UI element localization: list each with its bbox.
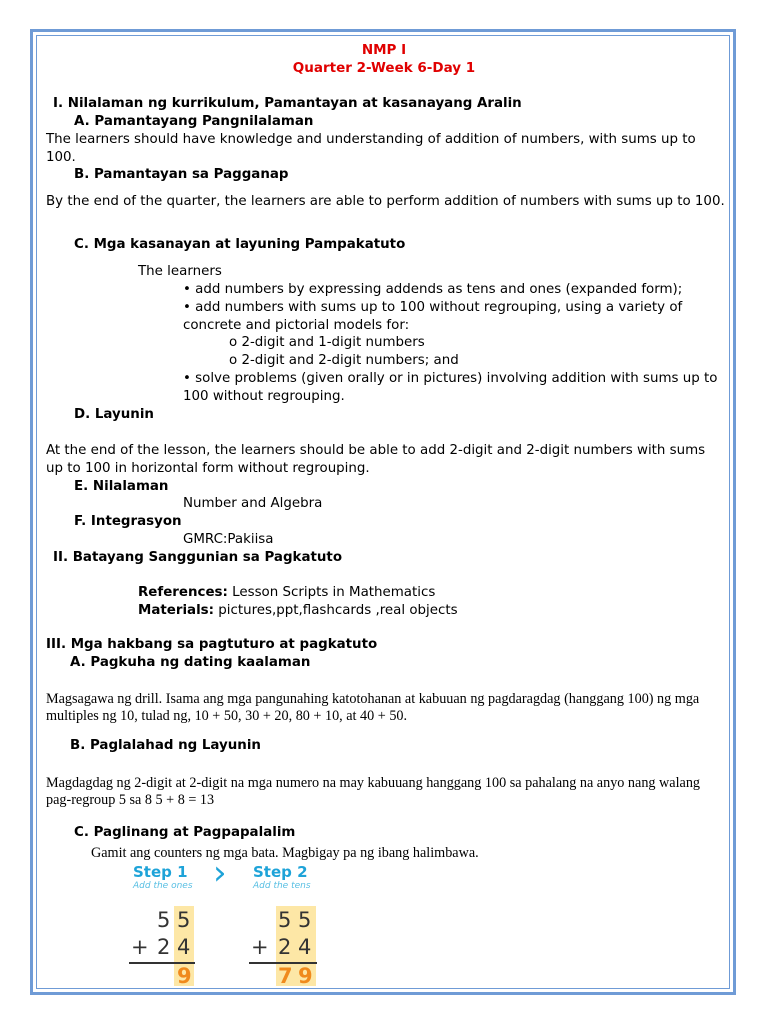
- section1-b-heading: B. Pamantayan sa Pagganap: [74, 167, 289, 182]
- step2-title: Step 2: [253, 863, 308, 881]
- section3-c-text: Gamit ang counters ng mga bata. Magbigay pa ng ibang halimbawa.: [91, 845, 479, 861]
- section1-e-text: Number and Algebra: [183, 496, 323, 511]
- section1-d-heading: D. Layunin: [74, 407, 154, 422]
- section1-f-text: GMRC:Pakiisa: [183, 532, 274, 547]
- step1-top-ones: 5: [177, 908, 191, 932]
- section1-heading: I. Nilalaman ng kurrikulum, Pamantayan at kasanayang Aralin: [53, 96, 522, 111]
- step1-subtitle: Add the ones: [133, 881, 193, 891]
- section2-heading: II. Batayang Sanggunian sa Pagkatuto: [53, 550, 343, 565]
- step2-plus-sign: +: [251, 935, 269, 959]
- references-label: References:: [138, 585, 228, 600]
- section3-c-heading: C. Paglinang at Pagpapalalim: [74, 825, 296, 840]
- section3-b-text: Magdagdag ng 2-digit at 2-digit na mga numero na may kabuuang hanggang 100 sa pahalang na anyo nang walang pag-regroup 5 sa 8 5 + 8 = 13: [46, 775, 701, 808]
- section1-c-bullet3: • solve problems (given orally or in pictures) involving addition with sums up to 100 without regrouping.: [183, 371, 718, 404]
- section1-b-text: By the end of the quarter, the learners are able to perform addition of numbers with sums up to 100.: [46, 194, 725, 209]
- section1-c-bullet1: • add numbers by expressing addends as tens and ones (expanded form);: [183, 282, 683, 297]
- section3-a-text: Magsagawa ng drill. Isama ang mga pangunahing katotohanan at kabuuan ng pagdaragdag (hanggang 100) ng mga multiples ng 10, tulad ng, 10 + 50, 30 + 20, 80 + 10, at 40 + 50.: [46, 691, 700, 724]
- section3-b-heading: B. Paglalahad ng Layunin: [70, 738, 261, 753]
- section1-e-heading: E. Nilalaman: [74, 479, 169, 494]
- step2-top-ones: 5: [298, 908, 312, 932]
- section1-c-bullet2: • add numbers with sums up to 100 without regrouping, using a variety of concrete and pictorial models for:: [183, 300, 683, 333]
- step1-plus-sign: +: [131, 935, 149, 959]
- header-line1: NMP I: [361, 42, 407, 58]
- step1-top-tens: 5: [157, 908, 171, 932]
- section1-d-text: At the end of the lesson, the learners should be able to add 2-digit and 2-digit numbers with sums up to 100 in horizontal form without regrouping.: [46, 443, 706, 476]
- references-line: [138, 584, 435, 602]
- section3-heading: III. Mga hakbang sa pagtuturo at pagkatuto: [46, 637, 378, 652]
- arrow-right-icon: ›: [213, 853, 227, 893]
- section1-c-heading: C. Mga kasanayan at layuning Pampakatuto: [74, 237, 406, 252]
- step1-result-ones: 9: [177, 964, 192, 988]
- section1-c-sub2: o 2-digit and 2-digit numbers; and: [229, 353, 459, 368]
- materials-text: pictures,ppt,flashcards ,real objects: [214, 603, 458, 618]
- step2-result-tens: 7: [278, 964, 293, 988]
- references-text: Lesson Scripts in Mathematics: [227, 585, 436, 600]
- header-line2: Quarter 2-Week 6-Day 1: [292, 60, 476, 76]
- addition-steps-figure: [127, 853, 341, 988]
- section3-a-heading: A. Pagkuha ng dating kaalaman: [70, 655, 311, 670]
- section1-f-heading: F. Integrasyon: [74, 514, 182, 529]
- step1-bottom-ones: 4: [177, 935, 191, 959]
- materials-line: [138, 602, 458, 620]
- step2-result-ones: 9: [298, 964, 313, 988]
- section1-c-sub1: o 2-digit and 1-digit numbers: [229, 335, 425, 350]
- step2-subtitle: Add the tens: [253, 881, 311, 891]
- step1-title: Step 1: [133, 863, 188, 881]
- step1-bottom-tens: 2: [157, 935, 171, 959]
- section1-a-heading: A. Pamantayang Pangnilalaman: [74, 114, 314, 129]
- step2-bottom-ones: 4: [298, 935, 312, 959]
- step2-top-tens: 5: [278, 908, 292, 932]
- section1-a-text: The learners should have knowledge and understanding of addition of numbers, with sums up to 100.: [46, 132, 696, 165]
- section1-c-intro: The learners: [138, 264, 222, 279]
- materials-label: Materials:: [138, 603, 214, 618]
- step2-bottom-tens: 2: [278, 935, 292, 959]
